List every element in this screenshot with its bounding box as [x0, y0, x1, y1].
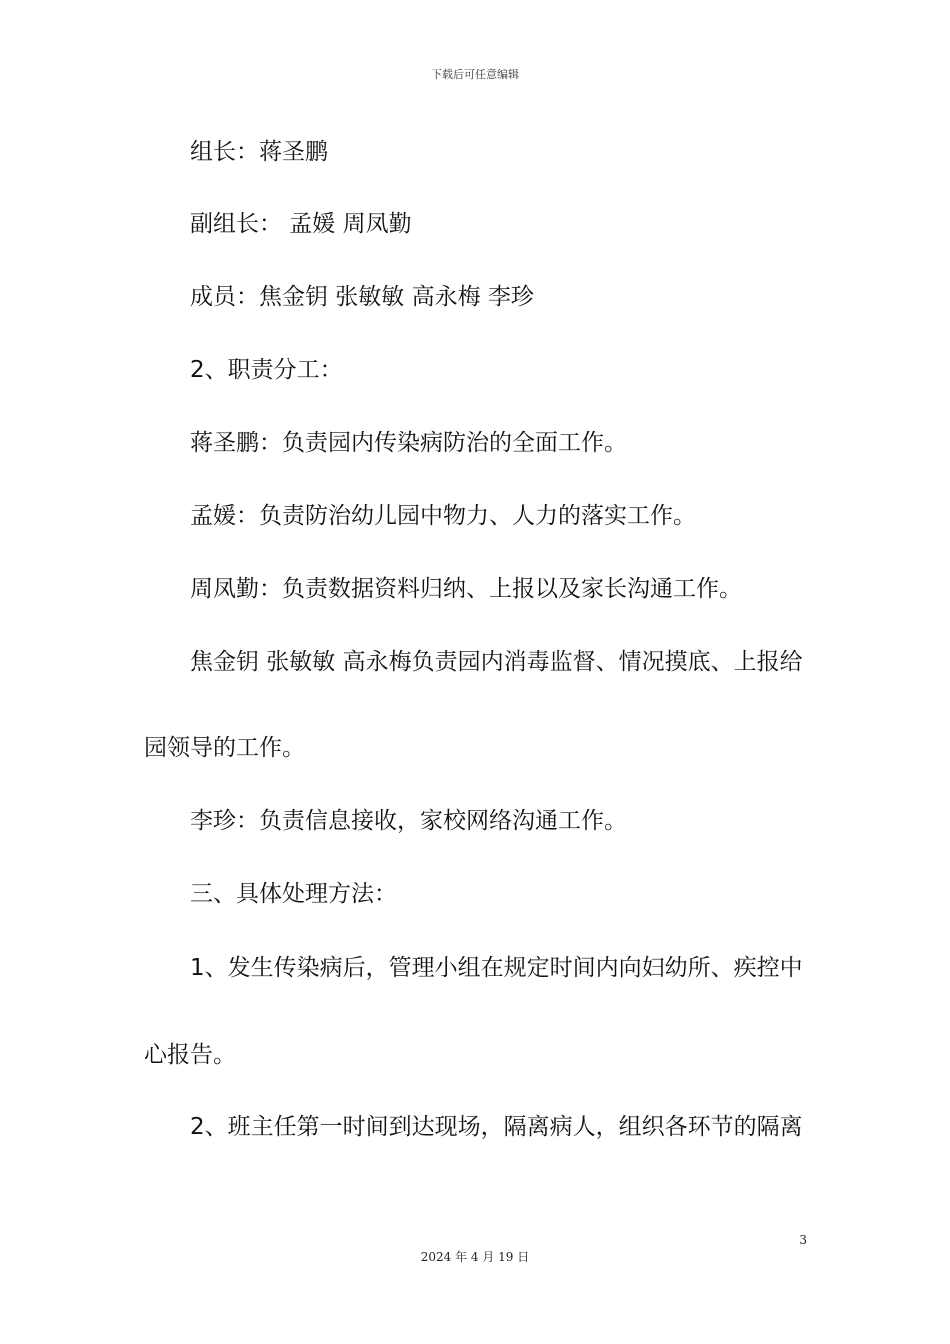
text-line-members: 成员：焦金钥 张敏敏 高永梅 李珍	[190, 284, 534, 310]
footer-date: 2024 年 4 月 19 日	[420, 1250, 530, 1264]
text-line-duties-heading: 2、职责分工：	[190, 357, 343, 383]
text-line-method-2: 2、班主任第一时间到达现场，隔离病人，组织各环节的隔离	[190, 1114, 803, 1140]
text-line-duty-zhou: 周凤勤：负责数据资料归纳、上报以及家长沟通工作。	[190, 576, 742, 602]
page-header: 下载后可任意编辑	[431, 68, 519, 81]
text-line-duty-group-cont: 园领导的工作。	[144, 735, 305, 761]
text-line-deputy-leaders: 副组长： 孟媛 周凤勤	[190, 211, 412, 237]
text-line-method-1-cont: 心报告。	[144, 1042, 236, 1068]
text-line-duty-group: 焦金钥 张敏敏 高永梅负责园内消毒监督、情况摸底、上报给	[190, 649, 803, 675]
text-line-group-leader: 组长：蒋圣鹏	[190, 139, 328, 165]
text-line-methods-heading: 三、具体处理方法：	[190, 881, 397, 907]
page-number: 3	[799, 1233, 807, 1247]
text-line-duty-meng: 孟媛：负责防治幼儿园中物力、人力的落实工作。	[190, 503, 696, 529]
text-line-method-1: 1、发生传染病后，管理小组在规定时间内向妇幼所、疾控中	[190, 955, 803, 981]
text-line-duty-jiang: 蒋圣鹏：负责园内传染病防治的全面工作。	[190, 430, 627, 456]
text-line-duty-li: 李珍：负责信息接收，家校网络沟通工作。	[190, 808, 627, 834]
